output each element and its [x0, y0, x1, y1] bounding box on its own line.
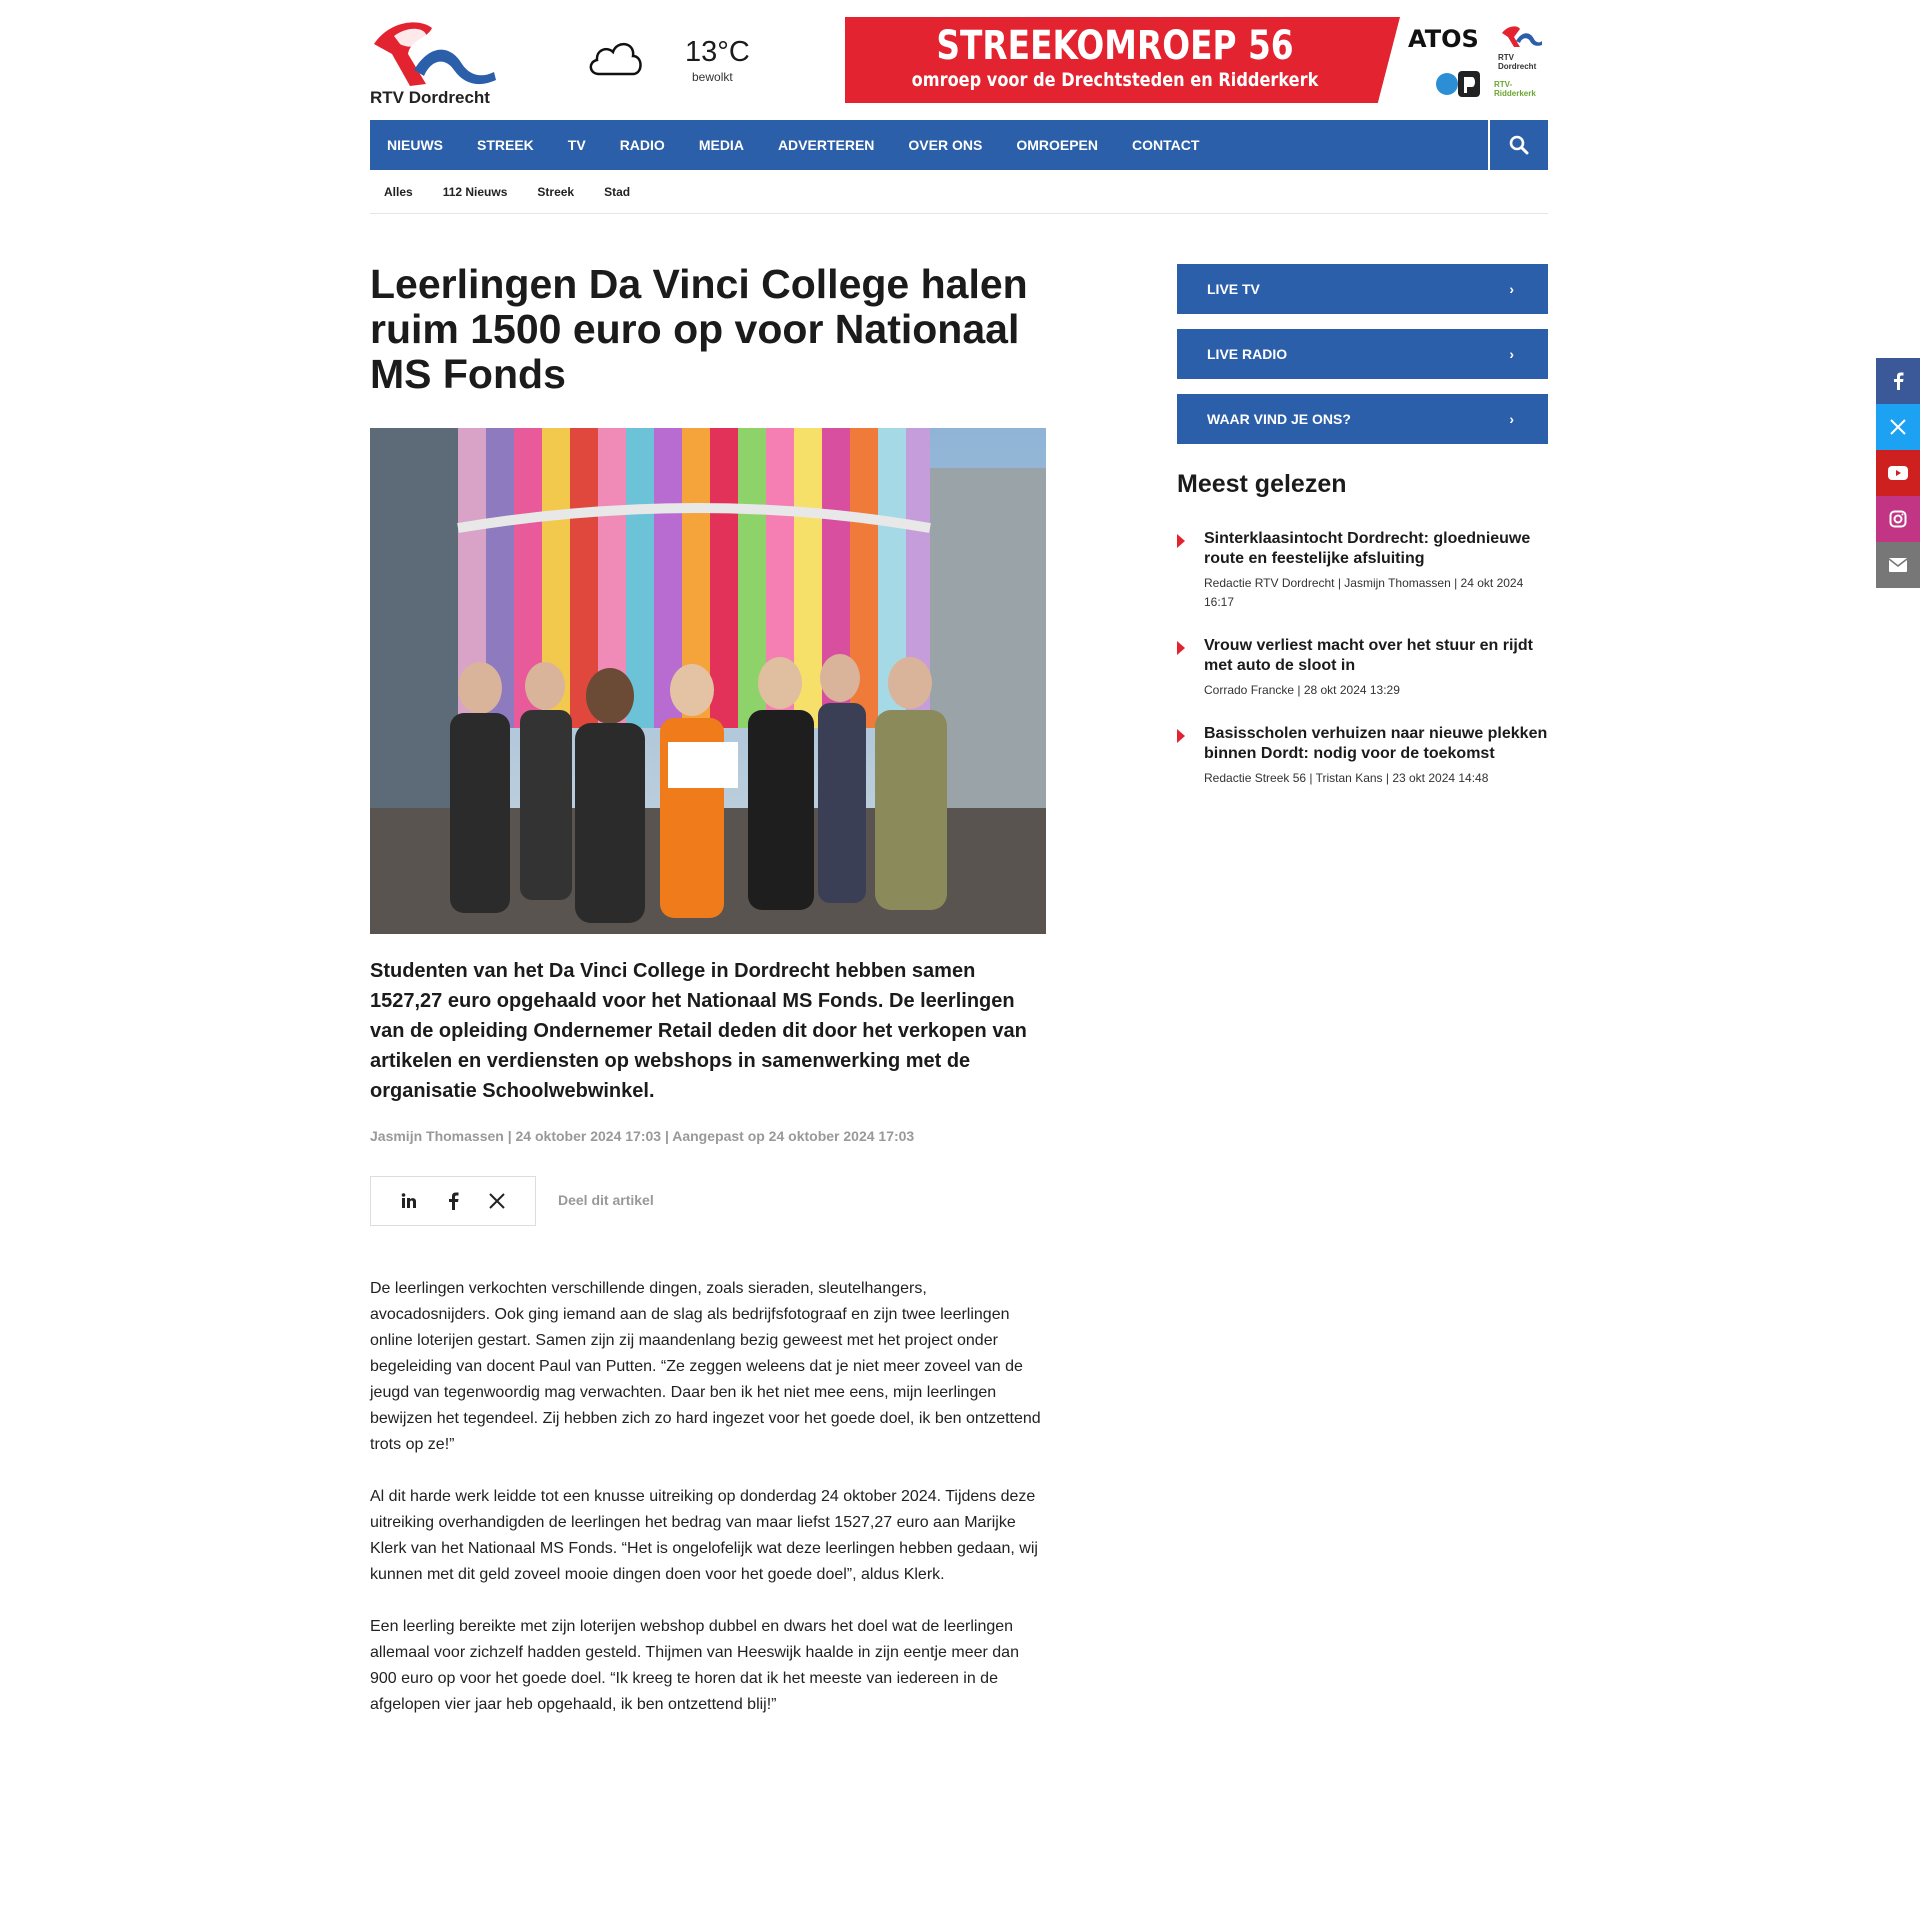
instagram-button[interactable]	[1876, 496, 1920, 542]
nav-item-media[interactable]: MEDIA	[698, 137, 744, 153]
facebook-share-icon[interactable]	[447, 1192, 459, 1210]
nav-item-over-ons[interactable]: OVER ONS	[908, 137, 983, 153]
most-read-item-meta: Corrado Francke | 28 okt 2024 13:29	[1204, 683, 1400, 697]
most-read-item-title[interactable]: Vrouw verliest macht over het stuur en rijdt met auto de sloot in	[1204, 637, 1533, 674]
most-read-item[interactable]	[1177, 529, 1548, 612]
main-navigation	[370, 120, 1548, 170]
article-paragraph: Een leerling bereikte met zijn loterijen webshop dubbel en dwars het doel wat de leerlingen allemaal voor zichzelf hadden gesteld. Thijmen van Heeswijk haalde in zijn eentje meer dan 900 euro op voor het goede doel. “Ik kreeg te horen dat ik het meeste van iedereen in de afgelopen vier jaar heb opgehaald, ik ben ontzettend blij!”	[370, 1618, 1019, 1713]
rtv-ridderkerk-logo-icon	[1436, 69, 1482, 99]
ad-banner[interactable]	[845, 17, 1548, 103]
weather-condition: bewolkt	[692, 70, 733, 84]
chevron-right-icon: ›	[1509, 411, 1514, 427]
x-button[interactable]	[1876, 404, 1920, 450]
article-paragraph: De leerlingen verkochten verschillende dingen, zoals sieraden, sleutelhangers, avocadosnijders. Ook ging iemand aan de slag als bedrijfsfotograaf en zijn twee leerlingen online loterijen gestart. Samen zijn zij maandenlang bezig geweest met het project onder begeleiding van docent Paul van Putten. “Ze zeggen weleens dat je niet meer zoveel van de jeugd van tegenwoordig mag verwachten. Daar ben ik het niet mee eens, mijn leerlingen bewijzen het tegendeel. Zij hebben zich zo hard ingezet voor het goede doel, ik ben ontzettend trots op ze!”	[370, 1280, 1041, 1453]
header	[370, 0, 1548, 118]
banner-subtitle: omroep voor de Drechtsteden en Ridderkerk	[911, 69, 1319, 91]
nav-item-nieuws[interactable]: NIEUWS	[387, 137, 443, 153]
page	[370, 0, 1548, 1713]
live-radio-button[interactable]	[1177, 329, 1548, 379]
article-lead: Studenten van het Da Vinci College in Dordrecht hebben samen 1527,27 euro opgehaald voor het Nationaal MS Fonds. De leerlingen van de opleiding Ondernemer Retail deden dit door het verkopen van artikelen en verdiensten op webshops in samenwerking met de organisatie Schoolwebwinkel.	[370, 960, 1027, 1102]
linkedin-icon[interactable]	[400, 1192, 418, 1210]
atos-logo: ATOS	[1408, 25, 1479, 53]
mail-button[interactable]	[1876, 542, 1920, 588]
nav-item-adverteren[interactable]: ADVERTEREN	[777, 137, 875, 153]
youtube-icon	[1888, 466, 1908, 480]
most-read-item[interactable]	[1177, 724, 1548, 788]
facebook-button[interactable]	[1876, 358, 1920, 404]
cloud-icon	[585, 34, 645, 82]
most-read-item-title[interactable]: Sinterklaasintocht Dordrecht: gloednieuwe route en feestelijke afsluiting	[1204, 530, 1531, 567]
banner-title: STREEKOMROEP 56	[936, 23, 1294, 69]
x-icon	[1889, 418, 1907, 436]
article-body	[370, 1276, 1046, 1744]
rtv-dordrecht-small-logo	[1500, 23, 1544, 49]
mail-icon	[1889, 558, 1907, 572]
most-read-item-title[interactable]: Basisscholen verhuizen naar nieuwe plekken binnen Dordt: nodig voor de toekomst	[1204, 725, 1548, 762]
waar-vind-je-ons-button[interactable]	[1177, 394, 1548, 444]
nav-item-streek[interactable]: STREEK	[477, 137, 534, 153]
nav-item-radio[interactable]: RADIO	[619, 137, 665, 153]
banner-logos	[1400, 17, 1548, 103]
most-read-item[interactable]	[1177, 636, 1548, 700]
search-button[interactable]	[1488, 120, 1548, 170]
subnav-item-streek[interactable]: Streek	[537, 184, 575, 199]
sub-navigation	[370, 170, 1548, 214]
rtv-ridderkerk-label: RTV-Ridderkerk	[1494, 80, 1536, 98]
live-tv-label: LIVE TV	[1207, 281, 1260, 297]
instagram-icon	[1889, 510, 1907, 528]
weather-temperature: 13°C	[685, 36, 750, 68]
most-read-item-meta: Redactie RTV Dordrecht | Jasmijn Thomassen | 24 okt 2024 16:17	[1204, 576, 1524, 609]
nav-item-tv[interactable]: TV	[567, 137, 586, 153]
site-name: RTV Dordrecht	[370, 88, 490, 107]
search-icon	[1509, 135, 1529, 155]
chevron-right-icon: ›	[1509, 281, 1514, 297]
x-share-icon[interactable]	[488, 1192, 506, 1210]
article-meta: Jasmijn Thomassen | 24 oktober 2024 17:03 | Aangepast op 24 oktober 2024 17:03	[370, 1128, 915, 1144]
rtv-dordrecht-small-label: RTV Dordrecht	[1498, 53, 1537, 71]
sidebar	[1177, 264, 1548, 812]
article-paragraph: Al dit harde werk leidde tot een knusse uitreiking op donderdag 24 oktober 2024. Tijdens deze uitreiking overhandigden de leerlingen het bedrag van maar liefst 1527,27 euro aan Marijke Klerk van het Nationaal MS Fonds. “Het is ongelofelijk wat deze leerlingen hebben gedaan, wij kunnen met dit geld zoveel mooie dingen doen voor het goede doel”, aldus Klerk.	[370, 1488, 1038, 1583]
waar-vind-je-ons-label: WAAR VIND JE ONS?	[1207, 411, 1351, 427]
subnav-item-112-nieuws[interactable]: 112 Nieuws	[442, 184, 508, 199]
nav-item-contact[interactable]: CONTACT	[1132, 137, 1200, 153]
share-box	[370, 1176, 536, 1226]
weather-widget	[585, 34, 825, 94]
subnav-item-stad[interactable]: Stad	[604, 184, 631, 199]
social-sidebar	[1876, 358, 1920, 588]
share-label: Deel dit artikel	[558, 1192, 654, 1208]
subnav-item-alles[interactable]: Alles	[384, 184, 413, 199]
facebook-icon	[1892, 371, 1904, 391]
most-read-title: Meest gelezen	[1177, 470, 1347, 498]
caret-right-icon	[1177, 729, 1185, 743]
caret-right-icon	[1177, 641, 1185, 655]
chevron-right-icon: ›	[1509, 346, 1514, 362]
live-tv-button[interactable]	[1177, 264, 1548, 314]
live-radio-label: LIVE RADIO	[1207, 346, 1288, 362]
caret-right-icon	[1177, 534, 1185, 548]
article-photo	[370, 428, 1046, 934]
youtube-button[interactable]	[1876, 450, 1920, 496]
most-read-item-meta: Redactie Streek 56 | Tristan Kans | 23 okt 2024 14:48	[1204, 771, 1489, 785]
article-title: Leerlingen Da Vinci College halen ruim 1500 euro op voor Nationaal MS Fonds	[370, 261, 1028, 397]
nav-item-omroepen[interactable]: OMROEPEN	[1016, 137, 1098, 153]
article	[370, 261, 1046, 1713]
